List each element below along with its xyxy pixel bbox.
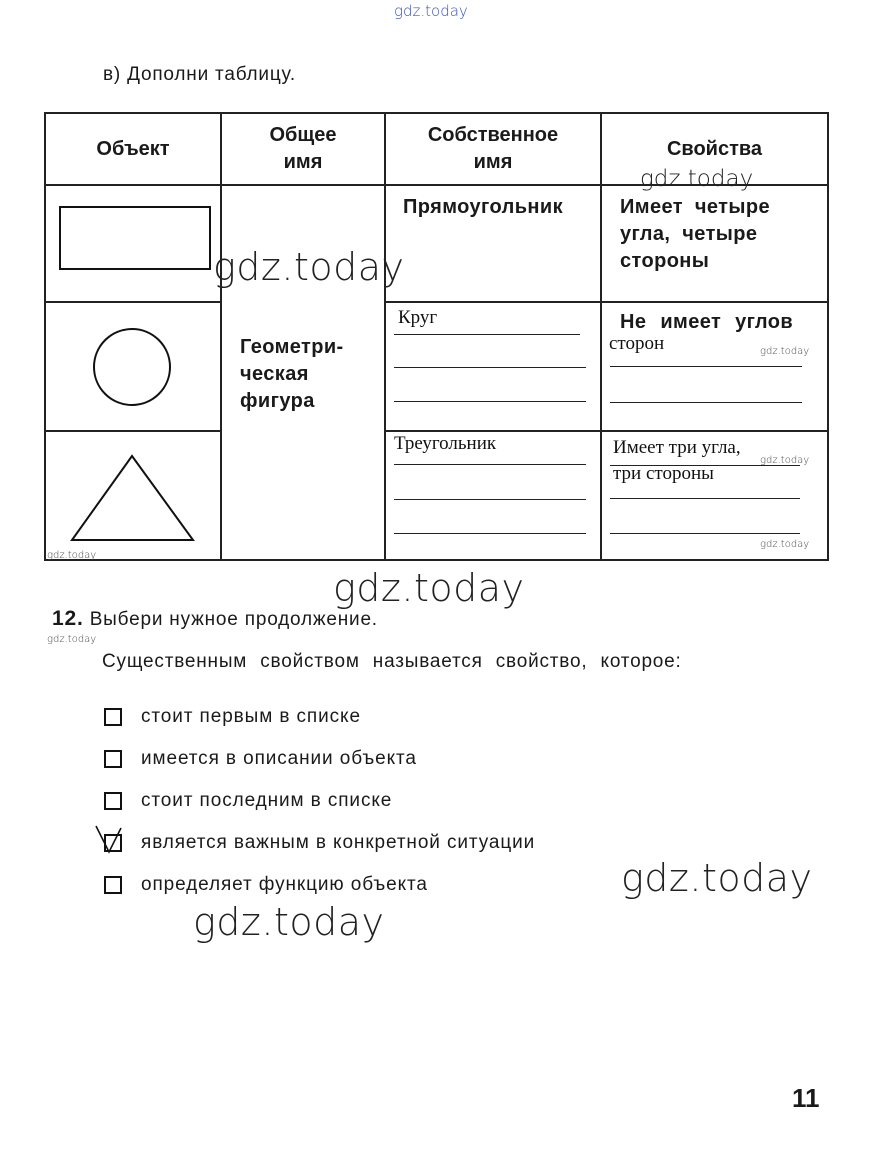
watermark: gdz.today	[760, 346, 810, 357]
watermark: gdz.today	[213, 245, 405, 289]
watermark: gdz.today	[47, 634, 97, 645]
task-12-question: Существенным свойством называется свойство, которое:	[102, 651, 682, 672]
option-item[interactable]	[104, 832, 535, 854]
triangle-icon	[46, 432, 222, 554]
header-common-name: Общее имя	[221, 113, 385, 185]
checkbox[interactable]	[104, 708, 122, 726]
cell-object-circle	[45, 302, 221, 431]
watermark: gdz.today	[760, 539, 810, 550]
page-number: 11	[792, 1083, 820, 1113]
table-row	[45, 185, 828, 302]
checkbox[interactable]	[104, 792, 122, 810]
handwritten-answer: Имеет три угла,	[613, 437, 741, 458]
cell-properties-circle: Не имеет углов сторон	[601, 302, 828, 431]
header-properties: Свойства	[601, 113, 828, 185]
circle-icon	[46, 303, 222, 425]
task-12-heading	[52, 607, 378, 631]
cell-common-name: Геометри- ческая фигура	[221, 185, 385, 560]
watermark: gdz.today	[47, 550, 97, 561]
handwritten-answer: три стороны	[613, 463, 714, 484]
checkmark-icon	[94, 822, 134, 862]
cell-own-name-triangle	[385, 431, 601, 560]
watermark: gdz.today	[621, 856, 813, 900]
checkbox-checked[interactable]	[104, 834, 122, 852]
option-label: является важным в конкретной ситуации	[141, 832, 536, 853]
task-12-instruction: Выбери нужное продолжение.	[89, 609, 378, 630]
task-number: 12.	[52, 607, 84, 630]
option-item[interactable]	[104, 790, 392, 812]
watermark-top: gdz.today	[394, 2, 468, 20]
cell-properties-rectangle: Имеет четыре угла, четыре стороны	[601, 185, 828, 302]
header-object: Объект	[45, 113, 221, 185]
watermark: gdz.today	[333, 566, 525, 610]
table-row	[45, 431, 828, 560]
watermark: gdz.today	[640, 166, 754, 192]
handwritten-answer: Треугольник	[394, 433, 497, 454]
watermark: gdz.today	[760, 455, 810, 466]
checkbox[interactable]	[104, 876, 122, 894]
table-row	[45, 302, 828, 431]
cell-object-triangle	[45, 431, 221, 560]
checkbox[interactable]	[104, 750, 122, 768]
handwritten-answer: сторон	[609, 333, 665, 354]
option-item[interactable]	[104, 874, 428, 896]
option-label: стоит первым в списке	[141, 706, 361, 727]
option-label: стоит последним в списке	[141, 790, 393, 811]
cell-object-rectangle	[45, 185, 221, 302]
rectangle-icon	[46, 186, 222, 296]
option-item[interactable]	[104, 706, 361, 728]
task-v-instruction: в) Дополни таблицу.	[103, 64, 297, 85]
header-own-name: Собственное имя	[385, 113, 601, 185]
cell-own-name-circle	[385, 302, 601, 431]
option-item[interactable]	[104, 748, 417, 770]
handwritten-answer: Круг	[398, 307, 438, 328]
watermark: gdz.today	[193, 900, 385, 944]
cell-own-name-rectangle: Прямоугольник	[385, 185, 601, 302]
option-label: имеется в описании объекта	[141, 748, 417, 769]
option-label: определяет функцию объекта	[141, 874, 428, 895]
